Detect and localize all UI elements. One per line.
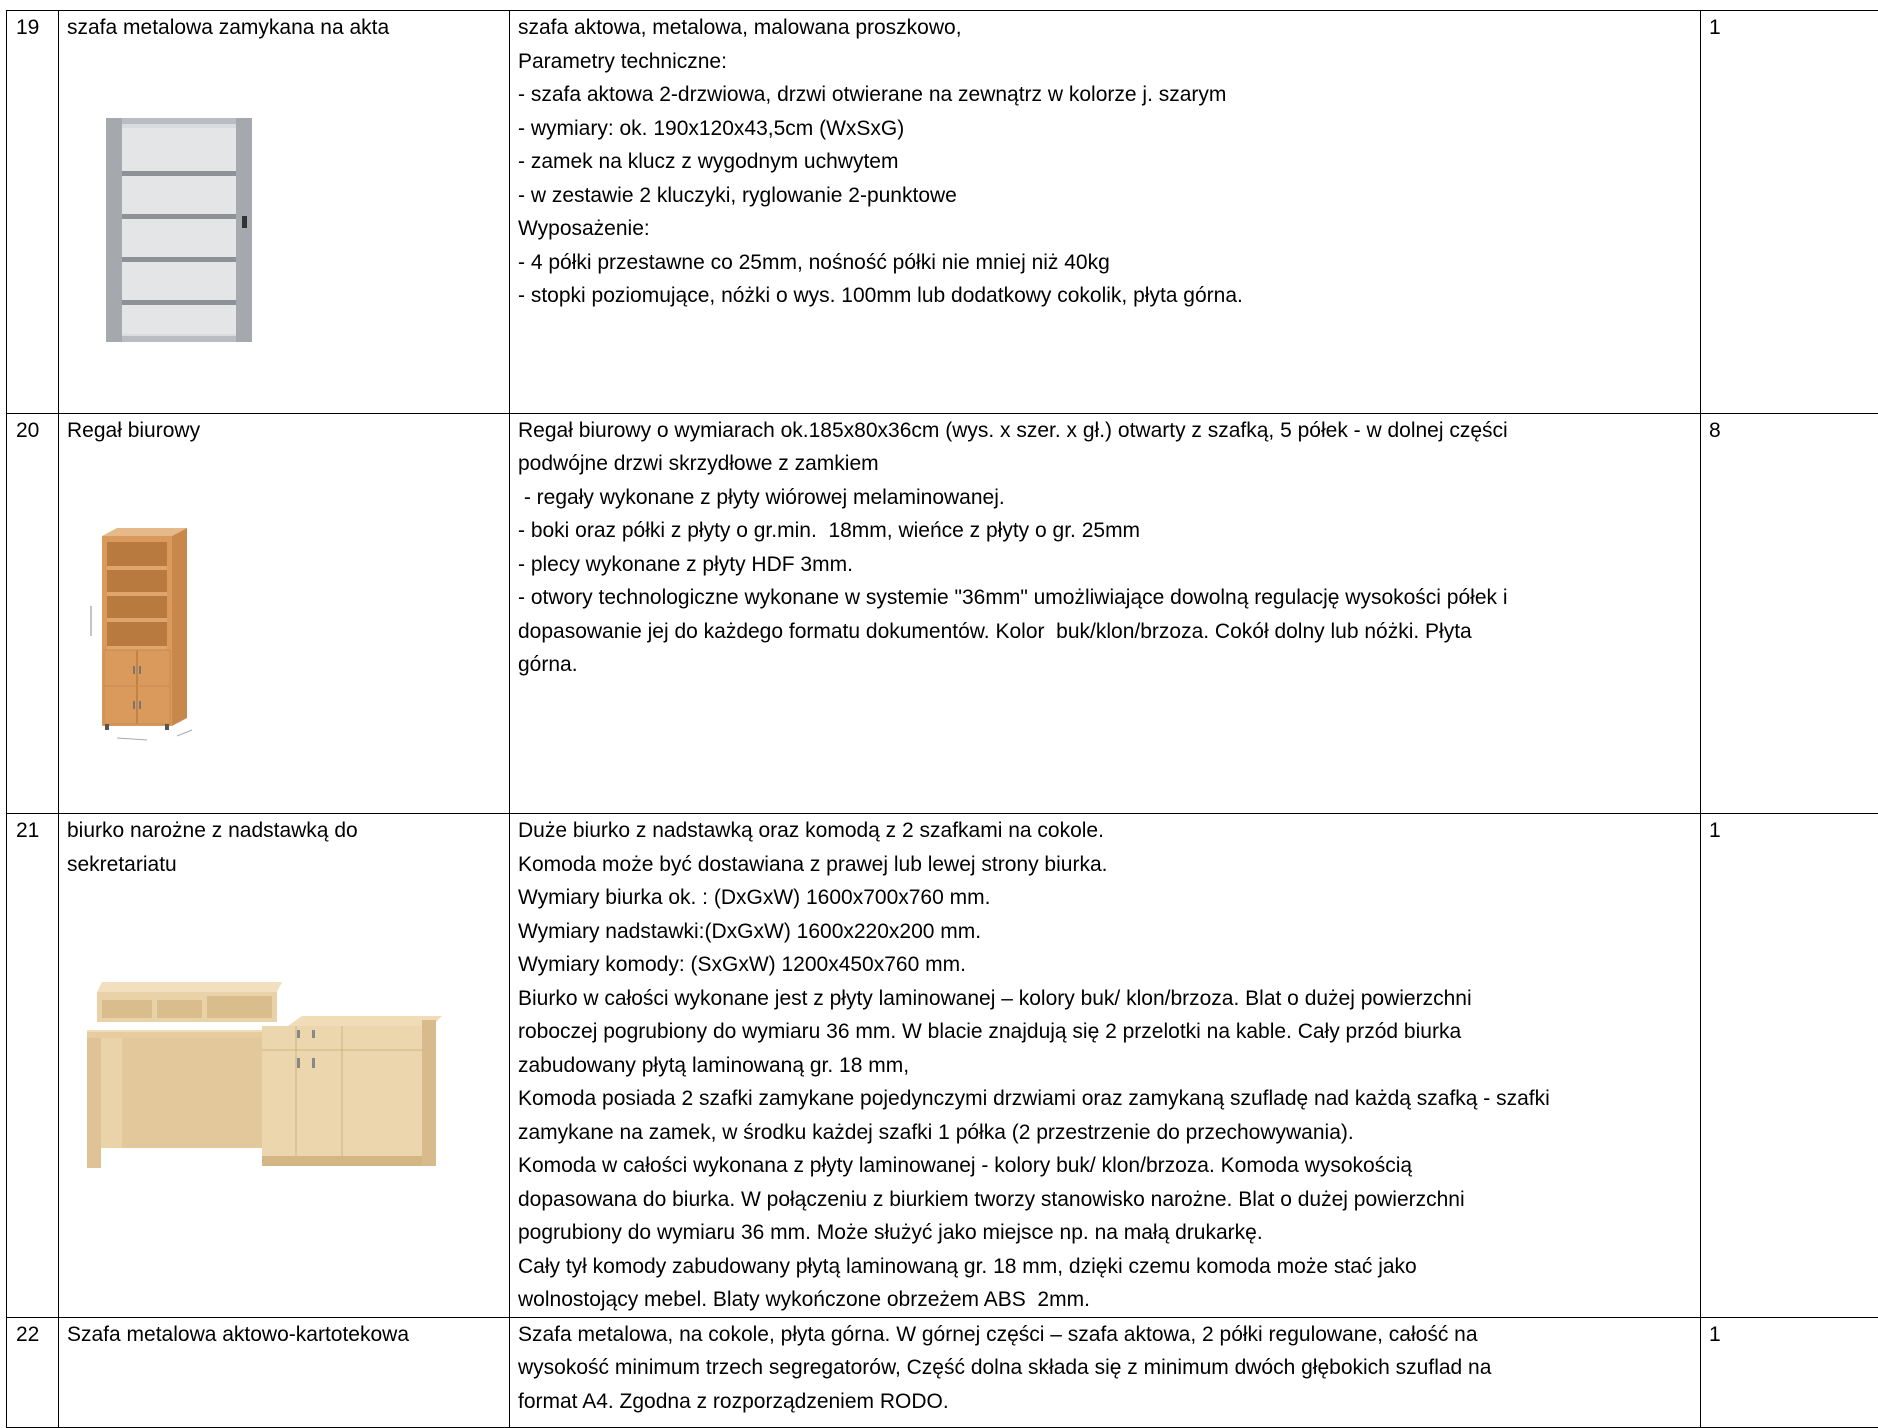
item-description-cell	[510, 1317, 1701, 1427]
item-name-line: sekretariatu	[67, 848, 501, 882]
row-number: 22	[7, 1317, 59, 1427]
description-line: zabudowany płytą laminowaną gr. 18 mm,	[518, 1049, 1692, 1083]
description-line: Biurko w całości wykonane jest z płyty laminowanej – kolory buk/ klon/brzoza. Blat o dużej powierzchni	[518, 982, 1692, 1016]
item-name-line: szafa metalowa zamykana na akta	[67, 11, 501, 45]
item-name-line: Regał biurowy	[67, 414, 501, 448]
description-line: - zamek na klucz z wygodnym uchwytem	[518, 145, 1692, 179]
description-line: Duże biurko z nadstawką oraz komodą z 2 szafkami na cokole.	[518, 814, 1692, 848]
item-name-line: biurko narożne z nadstawką do	[67, 814, 501, 848]
description-line: - szafa aktowa 2-drzwiowa, drzwi otwierane na zewnątrz w kolorze j. szarym	[518, 78, 1692, 112]
metal-cabinet-image	[67, 45, 501, 413]
description-line: - regały wykonane z płyty wiórowej melaminowanej.	[518, 481, 1692, 515]
description-line: Wymiary komody: (SxGxW) 1200x450x760 mm.	[518, 948, 1692, 982]
description-line: wysokość minimum trzech segregatorów, Część dolna składa się z minimum dwóch głębokich szuflad na	[518, 1351, 1692, 1385]
description-line: - otwory technologiczne wykonane w systemie "36mm" umożliwiające dowolną regulację wysokości półek i	[518, 581, 1692, 615]
description-line: Komoda w całości wykonana z płyty laminowanej - kolory buk/ klon/brzoza. Komoda wysokością	[518, 1149, 1692, 1183]
description-line: - 4 półki przestawne co 25mm, nośność półki nie mniej niż 40kg	[518, 246, 1692, 280]
corner-desk-image	[67, 881, 501, 1237]
item-name-cell	[59, 11, 510, 414]
quantity-cell: 1	[1701, 11, 1878, 414]
item-name-cell	[59, 413, 510, 814]
quantity-cell: 8	[1701, 413, 1878, 814]
description-line: Wymiary biurka ok. : (DxGxW) 1600x700x760 mm.	[518, 881, 1692, 915]
description-line: Cały tył komody zabudowany płytą laminowaną gr. 18 mm, dzięki czemu komoda może stać jako	[518, 1250, 1692, 1284]
row-number: 19	[7, 11, 59, 414]
furniture-spec-table	[6, 10, 1878, 1428]
description-line: Wymiary nadstawki:(DxGxW) 1600x220x200 mm.	[518, 915, 1692, 949]
description-line: Parametry techniczne:	[518, 45, 1692, 79]
row-number: 21	[7, 814, 59, 1318]
bookshelf-image	[67, 447, 501, 813]
description-line: Wyposażenie:	[518, 212, 1692, 246]
description-line: wolnostojący mebel. Blaty wykończone obrzeżem ABS 2mm.	[518, 1283, 1692, 1317]
description-line: - stopki poziomujące, nóżki o wys. 100mm lub dodatkowy cokolik, płyta górna.	[518, 279, 1692, 313]
description-line: format A4. Zgodna z rozporządzeniem RODO.	[518, 1385, 1692, 1419]
description-line: - boki oraz półki z płyty o gr.min. 18mm, wieńce z płyty o gr. 25mm	[518, 514, 1692, 548]
item-description-cell	[510, 814, 1701, 1318]
description-line: pogrubiony do wymiaru 36 mm. Może służyć jako miejsce np. na małą drukarkę.	[518, 1216, 1692, 1250]
description-line: Szafa metalowa, na cokole, płyta górna. W górnej części – szafa aktowa, 2 półki regulowane, całość na	[518, 1318, 1692, 1352]
description-line: Komoda może być dostawiana z prawej lub lewej strony biurka.	[518, 848, 1692, 882]
row-number: 20	[7, 413, 59, 814]
table-row	[7, 1317, 1878, 1427]
description-line: - plecy wykonane z płyty HDF 3mm.	[518, 548, 1692, 582]
description-line: dopasowanie jej do każdego formatu dokumentów. Kolor buk/klon/brzoza. Cokół dolny lub nóżki. Płyta	[518, 615, 1692, 649]
table-row	[7, 11, 1878, 414]
item-description-cell	[510, 413, 1701, 814]
quantity-cell: 1	[1701, 1317, 1878, 1427]
description-line: - w zestawie 2 kluczyki, ryglowanie 2-punktowe	[518, 179, 1692, 213]
item-name-line: Szafa metalowa aktowo-kartotekowa	[67, 1318, 501, 1352]
item-name-cell	[59, 814, 510, 1318]
description-line: zamykane na zamek, w środku każdej szafki 1 półka (2 przestrzenie do przechowywania).	[518, 1116, 1692, 1150]
description-line: roboczej pogrubiony do wymiaru 36 mm. W blacie znajdują się 2 przelotki na kable. Cały przód biurka	[518, 1015, 1692, 1049]
description-line: górna.	[518, 648, 1692, 682]
description-line: dopasowana do biurka. W połączeniu z biurkiem tworzy stanowisko narożne. Blat o dużej powierzchni	[518, 1183, 1692, 1217]
description-line: Komoda posiada 2 szafki zamykane pojedynczymi drzwiami oraz zamykaną szufladę nad każdą szafką - szafki	[518, 1082, 1692, 1116]
item-description-cell	[510, 11, 1701, 414]
item-name-cell	[59, 1317, 510, 1427]
description-line: szafa aktowa, metalowa, malowana proszkowo,	[518, 11, 1692, 45]
quantity-cell: 1	[1701, 814, 1878, 1318]
description-line: podwójne drzwi skrzydłowe z zamkiem	[518, 447, 1692, 481]
description-line: - wymiary: ok. 190x120x43,5cm (WxSxG)	[518, 112, 1692, 146]
table-row	[7, 413, 1878, 814]
description-line: Regał biurowy o wymiarach ok.185x80x36cm (wys. x szer. x gł.) otwarty z szafką, 5 półek - w dolnej części	[518, 414, 1692, 448]
table-row	[7, 814, 1878, 1318]
